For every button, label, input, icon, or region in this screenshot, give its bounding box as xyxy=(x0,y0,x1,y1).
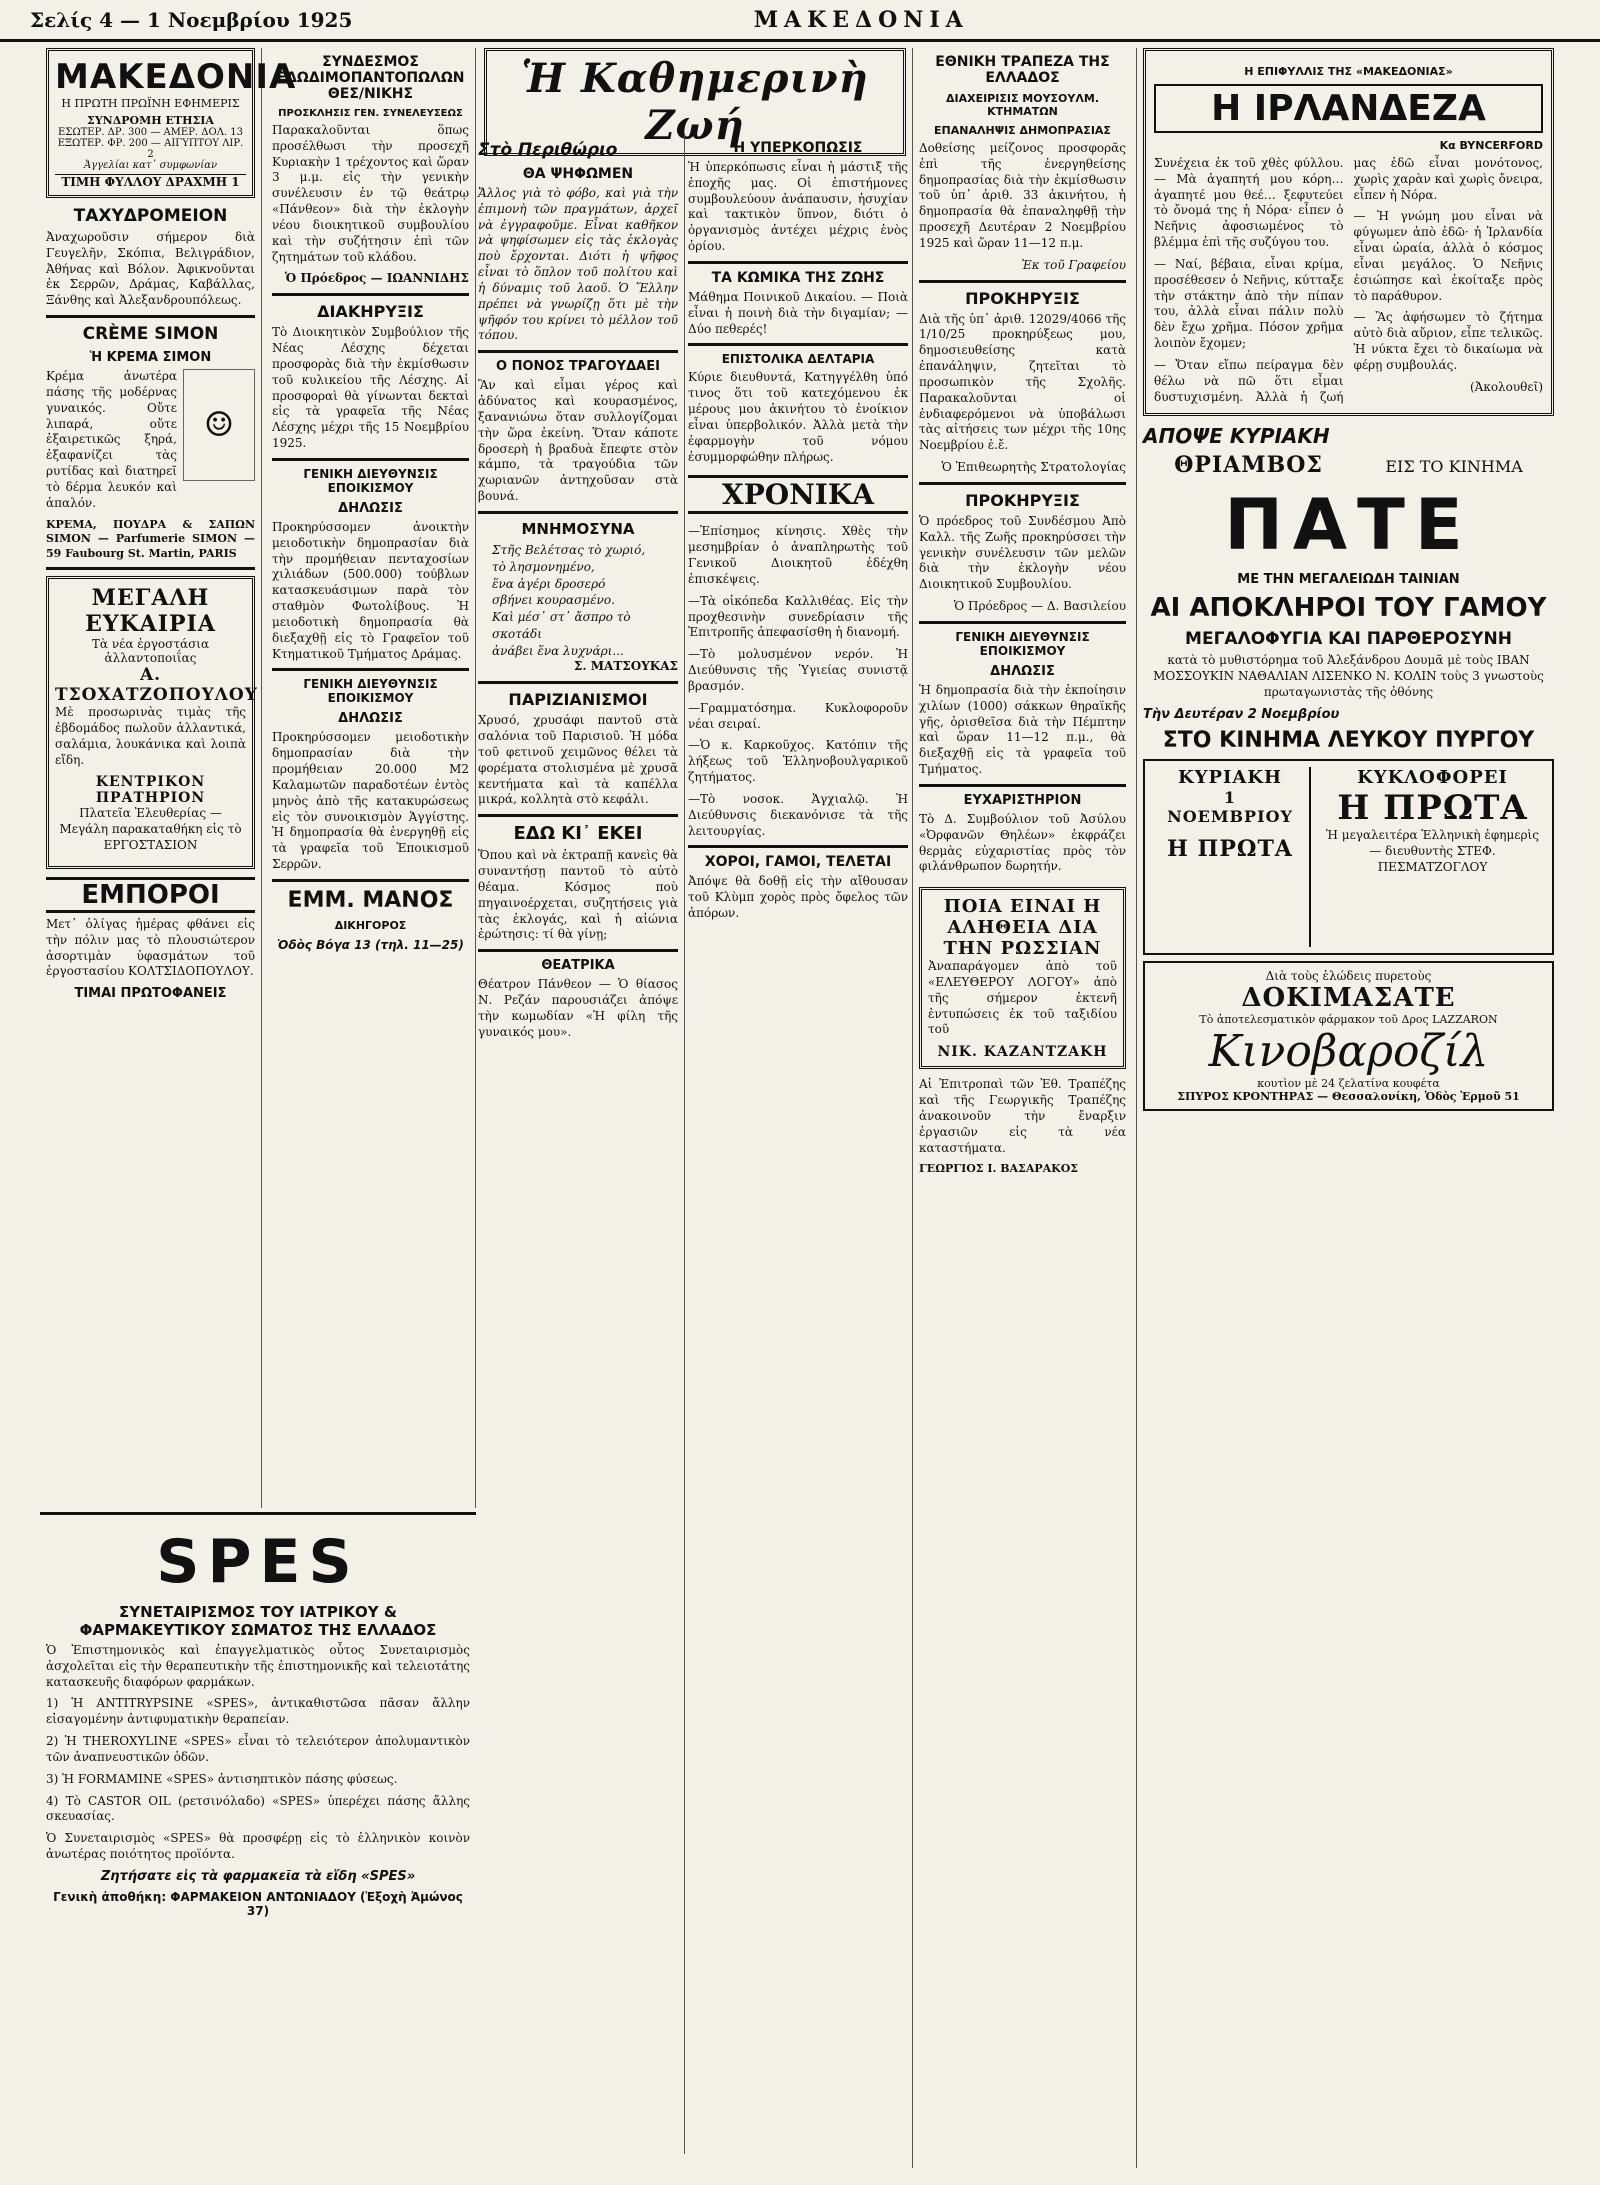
kino-name: Κινοβαροζίλ xyxy=(1208,1025,1489,1077)
poem-line: ἕνα ἀγέρι δροσερό xyxy=(492,576,606,591)
prota-ad xyxy=(1143,759,1554,955)
poem-line: σβήνει κουρασμένο. xyxy=(492,593,615,608)
cinema-name: ΠΑΤΕ xyxy=(1224,484,1473,567)
chronika-item: —Τὰ οἰκόπεδα Καλλιθέας. Εἰς τὴν προχθεσινὴν συνεδρίασιν τῆς Ἐπιτροπῆς ἀπεφασίσθη ἡ διανομή. xyxy=(688,593,908,640)
cinema-film: ΑΙ ΑΠΟΚΛΗΡΟΙ ΤΟΥ ΓΑΜΟΥ xyxy=(1150,593,1547,624)
prota-num: 1 xyxy=(1223,787,1237,807)
prok2-signature: Ὁ Πρόεδρος — Δ. Βασιλείου xyxy=(953,599,1126,614)
stores-text: Πλατεῖα Ἐλευθερίας — Μεγάλη παρακαταθήκη εἰς τὸ ΕΡΓΟΣΤΑΣΙΟΝ xyxy=(59,806,242,853)
creme-text: Κρέμα ἀνωτέρα πάσης τῆς μοδέρνας γυναικός. Οὔτε λιπαρά, οὔτε ἐξαιρετικῶς ξηρά, ἐξαφανίζει τὰς ρυτίδας καὶ διατηρεῖ τὸ δέρμα λευκόν καὶ ἁπαλόν. xyxy=(46,369,177,510)
merchants-title: ΕΜΠΟΡΟΙ xyxy=(46,877,255,913)
edo-text: Ὅπου καὶ νὰ ἐκτραπῇ κανεὶς θὰ συναντήσῃ παντοῦ τὸ αὐτὸ θέαμα. Κόσμος ποὺ πηγαινοέρχεται, συζητήσεις γιὰ τὰς ἐκλογάς, καὶ ἡ αἰώνια ἐρώτησις: τί θὰ γίνῃ; xyxy=(478,848,678,942)
spes-text-4: 3) Ἡ FORMAMINE «SPES» ἀντισηπτικὸν πάσης φύσεως. xyxy=(46,1771,398,1786)
cinema-date: Τὴν Δευτέραν 2 Νοεμβρίου xyxy=(1143,706,1340,722)
yperkoposis-text: Ἡ ὑπερκόπωσις εἶναι ἡ μάστιξ τῆς ἐποχῆς μας. Οἱ ἐπιστήμονες συμβουλεύουν ἀνάπαυσιν, ἡσυχίαν καὶ τακτικὸν ὕπνον, διότι ὁ ὀργανισμὸς ἀντέχει μέχρις ἑνὸς ὁρίου. xyxy=(688,160,908,254)
page-header xyxy=(0,0,1600,42)
thanks-title: ΕΥΧΑΡΙΣΤΗΡΙΟΝ xyxy=(963,792,1082,808)
creme-title: CRÈME SIMON xyxy=(82,324,219,345)
gen2-subtitle: ΔΗΛΩΣΙΣ xyxy=(338,711,403,727)
gamoi-title: ΧΟΡΟΙ, ΓΑΜΟΙ, ΤΕΛΕΤΑΙ xyxy=(704,854,892,871)
diak-text: Τὸ Διοικητικὸν Συμβούλιον τῆς Νέας Λέσχης δέχεται προσφορὰς διὰ τὴν ἐκμίσθωσιν τοῦ κυλικείου τῆς Λέσχης. Αἱ προσφοραὶ θὰ γίνωνται δεκταὶ εἰς τὰ γραφεῖα τῆς Νέας Λέσχης μέχρι τῆς 15 Νοεμβρίου 1925. xyxy=(272,325,469,451)
spes-text-1: Ὁ Ἐπιστημονικὸς καὶ ἐπαγγελματικὸς οὗτος Συνεταιρισμὸς ἀσχολεῖται εἰς τὴν θεραπευτικὴν τῆς ἐπιστημονικῆς καὶ τελειοτάτης κατασκευῆς διαφόρων φαρμάκων. xyxy=(46,1643,470,1689)
poem xyxy=(478,542,678,660)
spes-text-3: 2) Ἡ THEROXYLINE «SPES» εἶναι τὸ τελειότερον ἀπολυμαντικὸν τῶν ἀναπνευστικῶν ὁδῶν. xyxy=(46,1734,470,1764)
gen-text: Ἡ δημοπρασία διὰ τὴν ἐκποίησιν χιλίων (1000) σάκκων θηραϊκῆς γῆς, ὁρισθεῖσα διὰ τὴν Πέμπτην καὶ ὥραν 11—12 π.μ., θὰ διεξαχθῇ εἰς τὰ γραφεῖα τοῦ Τμήματος. xyxy=(919,682,1126,777)
merchants-footer: ΤΙΜΑΙ ΠΡΩΤΟΦΑΝΕΙΣ xyxy=(74,986,227,1002)
russia-ad xyxy=(919,887,1126,1069)
bank-signature: Ἐκ τοῦ Γραφείου xyxy=(1021,257,1126,272)
spes-text-6: Ὁ Συνεταιρισμὸς «SPES» θὰ προσφέρῃ εἰς τὸ ἑλληνικὸν κοινὸν ἀνωτέρας ποιότητος προϊόντα. xyxy=(46,1831,470,1862)
kino-subtitle: Τὸ ἀποτελεσματικὸν φάρμακον τοῦ Δρος LAZZARON xyxy=(1199,1012,1498,1026)
sale-name: Α. ΤΣΟΧΑΤΖΟΠΟΥΛΟΥ xyxy=(55,665,258,706)
edo-title: ΕΔΩ ΚΙ᾽ ΕΚΕΙ xyxy=(513,823,643,845)
serial-paragraph: — Ἡ γνώμη μου εἶναι νὰ φύγωμεν ἀπὸ ἐδῶ· ἡ Ἰρλανδία εἶναι ὡραία, ἀλλὰ ὁ κόσμος εἶναι μεγάλος. Ὁ Νεῆνις ἐσιώπησε καὶ ἐκοίταξε πρὸς τὸ παράθυρον. xyxy=(1353,209,1543,303)
prok1-text: Διὰ τῆς ὑπ᾽ ἀριθ. 12029/4066 τῆς 1/10/25 προκηρύξεως μου, δημοσιευθείσης κατὰ ἐπανάληψιν, ζητεῖται τὸ προσωπικὸν τῆς Σχολῆς. Παρακαλοῦνται οἱ ἐνδιαφερόμενοι νὰ ὑποβάλωσι τὰς αἰτήσεις των μέχρι τῆς 10ης Νοεμβρίου ἐ.ἔ. xyxy=(919,311,1126,453)
serial-paragraph: — Ὄταν εἴπω πείραγμα δὲν θέλω νὰ πῶ ὅτι εἶμαι δυστυχισμένη. Ἀλλὰ ἡ ζωή μας ἐδῶ εἶναι μονότονος, χωρὶς χαρὰν καὶ χωρὶς ὄνειρα, εἶπεν ἡ Νόρα. xyxy=(1154,156,1543,404)
union-text: Παρακαλοῦνται ὅπως προσέλθωσι τὴν προσεχῆ Κυριακὴν 1 τρέχοντος καὶ ὥραν 3 μ.μ. εἰς τὴν γενικὴν συνέλευσιν ἐν τῷ θεάτρῳ «Πάνθεον» διὰ τὴν ἐκλογὴν νέου διοικητικοῦ συμβουλίου καὶ τὴν συζήτησιν ἐπὶ τῶν ζητημάτων τοῦ κλάδου. xyxy=(272,123,469,264)
chronika-item: —Γραμματόσημα. Κυκλοφοροῦν νέαι σειραί. xyxy=(688,700,908,731)
gen2-title: ΓΕΝΙΚΗ ΔΙΕΥΘΥΝΣΙΣ ΕΠΟΙΚΙΣΜΟΥ xyxy=(303,677,438,706)
kino-try: ΔΟΚΙΜΑΣΑΤΕ xyxy=(1241,982,1456,1013)
manos-subtitle: ΔΙΚΗΓΟΡΟΣ xyxy=(334,918,407,932)
running-masthead: ΜΑΚΕΔΟΝΙΑ xyxy=(753,6,969,33)
masthead-title: ΜΑΚΕΔΟΝΙΑ xyxy=(55,57,297,97)
ads-note: Ἀγγελίαι κατ᾽ συμφωνίαν xyxy=(83,160,218,171)
gamoi-text: Ἀπόψε θὰ δοθῇ εἰς τὴν αἴθουσαν τοῦ Κλὺμπ χορὸς πρὸς ὄφελος τῶν ἀπόρων. xyxy=(688,874,908,920)
masthead-box xyxy=(46,48,297,198)
prota-day: ΚΥΡΙΑΚΗ xyxy=(1177,766,1283,788)
kino-ad xyxy=(1143,961,1554,1111)
chronika-title: ΧΡΟΝΙΚΑ xyxy=(688,475,908,514)
cinema-top: ΑΠΟΨΕ ΚΥΡΙΑΚΗ xyxy=(1143,424,1330,449)
gen1-title: ΓΕΝΙΚΗ ΔΙΕΥΘΥΝΣΙΣ ΕΠΟΙΚΙΣΜΟΥ xyxy=(303,466,438,495)
bank-subtitle-2: ΕΠΑΝΑΛΗΨΙΣ ΔΗΜΟΠΡΑΣΙΑΣ xyxy=(934,124,1111,137)
poem-line: Στῆς Βελέτσας τὸ χωριό, xyxy=(492,542,646,557)
cinema-ad xyxy=(1143,424,1554,752)
gen-subtitle: ΔΗΛΩΣΙΣ xyxy=(990,663,1055,679)
parizianismoi-title: ΠΑΡΙΖΙΑΝΙΣΜΟΙ xyxy=(508,690,648,710)
page-date: Σελίς 4 — 1 Νοεμβρίου 1925 xyxy=(30,7,353,32)
cinema-desc: ΜΕΓΑΛΟΦΥΓΙΑ ΚΑΙ ΠΑΡΘΕΡΟΣΥΝΗ xyxy=(1185,629,1512,650)
poem-line: τὸ λησμονημένο, xyxy=(492,559,595,574)
thanks-text: Τὸ Δ. Συμβούλιον τοῦ Ἀσύλου «Ὀρφανῶν Θηλέων» ἐκφράζει θερμὰς εὐχαριστίας πρὸς τὸν φιλάνθρωπον δωρητήν. xyxy=(919,811,1126,874)
sale-text: Μὲ προσωρινὰς τιμὰς τῆς ἐβδομάδος πωλοῦν ἀλλαντικά, σαλάμια, λουκάνικα καὶ λοιπὰ εἴδη. xyxy=(55,705,246,767)
prota-name: Η ΠΡΩΤΑ xyxy=(1337,787,1528,828)
prok2-text: Ὁ πρόεδρος τοῦ Συνδέσμου Ἀπὸ Καλλ. τῆς Ζωῆς προκηρύσσει τὴν γενικὴν συνέλευσιν τῶν μελῶν διὰ τὴν ἐκλογὴν νέου Διοικητικοῦ Συμβουλίου. xyxy=(919,513,1126,592)
spes-footer: Ζητήσατε εἰς τὰ φαρμακεῖα τὰ εἴδη «SPES» xyxy=(100,1868,416,1884)
subscription-title: ΣΥΝΔΡΟΜΗ ΕΤΗΣΙΑ xyxy=(87,114,214,127)
sale-ad xyxy=(46,576,258,869)
column-1 xyxy=(40,48,297,1508)
yperkoposis-title: Η ΥΠΕΡΚΟΠΩΣΙΣ xyxy=(733,140,863,156)
poem-line: ἀνάβει ἕνα λυχνάρι... xyxy=(492,643,624,658)
column-4 xyxy=(912,48,1132,2168)
sale-title: ΜΕΓΑΛΗ ΕΥΚΑΙΡΙΑ xyxy=(85,585,216,638)
ponos-text: Ἂν καὶ εἶμαι γέρος καὶ ἀδύνατος καὶ κουρασμένος, ξανανιώνω ὅταν συλλογίζομαι τὴν ὥρα ἐκείνη. Ὅταν κάποτε δροσερὴ ἡ βραδυὰ ἔπεφτε στὸν κάμπο, τὰ τραγούδια τῶν χωριανῶν ἀντηχοῦσαν στὰ βουνά. xyxy=(478,378,678,504)
creme-ad xyxy=(46,369,255,517)
kino-footer: κουτὶον μὲ 24 ζελατίνα κουφέτα xyxy=(1257,1076,1440,1090)
peripato-title: Στὸ Περιθώριο xyxy=(478,140,618,160)
column-3a xyxy=(478,134,685,2154)
prota-desc: Ἡ μεγαλειτέρα Ἑλληνικὴ ἐφημερὶς — διευθυντὴς ΣΤΕΦ. ΠΕΣΜΑΤΖΟΓΛΟΥ xyxy=(1326,827,1539,874)
masthead-subtitle: Η ΠΡΩΤΗ ΠΡΩΪΝΗ ΕΦΗΜΕΡΙΣ xyxy=(61,97,240,110)
serial-paragraph: Συνέχεια ἐκ τοῦ χθὲς φύλλου. — Μὰ ἀγαπητή μου κόρη… ἀγαπητέ μου θεέ… ξεφυτεύει τὸ ὄνομά της ἡ Νόρα· εἶπεν ὁ Νεῆνις ἀφοσιωμένος τὸ βλέμμα ἐπὶ τῆς συζύγου του. xyxy=(1154,156,1344,250)
cinema-cast: κατὰ τὸ μυθιστόρημα τοῦ Ἀλεξάνδρου Δουμᾶ μὲ τοὺς ΙΒΑΝ ΜΟΣΣΟΥΚΙΝ ΝΑΘΑΛΙΑΝ ΛΙΣΕΝΚΟ Ν. ΚΟΛΙΝ τοὺς 3 γνωστοὺς πρωταγωνιστὰς τῆς ὀθόνης xyxy=(1153,653,1544,700)
union-signature: Ὁ Πρόεδρος — ΙΩΑΝΝΙΔΗΣ xyxy=(285,271,469,286)
column-2 xyxy=(266,48,476,1508)
letter-text: Κύριε διευθυντά, Κατηγγέλθη ὑπό τινος ὅτι τοῦ κατεχόμενου ἐκ μέρους μου ἀκινήτου τὸ ἐνοίκιον εἶναι ὑπερβολικόν. Ἀλλὰ μετὰ τὴν ἐφαρμογὴν τοῦ νόμου ἐσυμμορφώθην πλήρως. xyxy=(688,370,908,464)
peripato-text: Ἄλλος γιὰ τὸ φόβο, καὶ γιὰ τὴν ἐπιμονὴ τῶν πραγμάτων, ἀρχεῖ νὰ ἐγγραφοῦμε. Εἶναι καθῆκον νὰ ψηφίσωμεν εἰς τὰς ἐκλογὰς ποὺ ἔρχονται. Διότι ἡ ψῆφος εἶναι τὸ ὅπλον τοῦ πολίτου καὶ ἡ δύναμις τοῦ λαοῦ. Ὁ Ἕλλην πρέπει νὰ γνωρίζῃ ὅτι μὲ τὴν ψῆφόν του κρίνει τὸ μέλλον τοῦ τόπου. xyxy=(478,186,678,343)
serial-author: Κα BYNCERFORD xyxy=(1439,139,1543,152)
prok1-title: ΠΡΟΚΗΡΥΞΙΣ xyxy=(965,288,1080,308)
ponos-title: Ο ΠΟΝΟΣ ΤΡΑΓΟΥΔΑΕΙ xyxy=(496,359,660,375)
column-3b xyxy=(688,134,908,928)
serial-title: Η ΙΡΛΑΝΔΕΖΑ xyxy=(1154,84,1543,133)
serial-header: Η ΕΠΙΦΥΛΛΙΣ ΤΗΣ «ΜΑΚΕΔΟΝΙΑΣ» xyxy=(1244,65,1453,78)
creme-subtitle: Ἡ ΚΡΕΜΑ ΣΙΜΟΝ xyxy=(89,350,212,366)
creme-sellers: ΚΡΕΜΑ, ΠΟΥΔΡΑ & ΣΑΠΩΝ SIMON — Parfumerie SIMON — 59 Faubourg St. Martin, PARIS xyxy=(46,517,255,560)
poem-line: Καὶ μέσ᾽ στ᾽ ἄσπρο τὸ σκοτάδι xyxy=(492,610,631,641)
cinema-with: ΜΕ ΤΗΝ ΜΕΓΑΛΕΙΩΔΗ ΤΑΙΝΙΑΝ xyxy=(1237,572,1460,588)
gen1-text: Προκηρύσσομεν ἀνοικτὴν μειοδοτικὴν δημοπρασίαν διὰ τὴν προμήθειαν πενταχοσίων χιλιάδων (500.000) τούβλων κατασκευάσιμων παρὰ τὸν σταθμὸν Φωτολίβους. Ἡ μειοδοτικὴ δημοπρασία θὰ διεξαχθῇ εἰς τὸ Γραφεῖον τοῦ Κτηματικοῦ Τμήματος Δράμας. xyxy=(272,519,469,661)
spes-text-2: 1) Ἡ ANTITRYPSINE «SPES», ἀντικαθιστῶσα πᾶσαν ἄλλην εἰσαγομένην ἀντιφυματικὴν θεραπείαν. xyxy=(46,1696,470,1727)
cinema-second: ΣΤΟ ΚΙΝΗΜΑ ΛΕΥΚΟΥ ΠΥΡΓΟΥ xyxy=(1162,727,1535,753)
chronika-item: —Ἐπίσημος κίνησις. Χθὲς τὴν μεσημβρίαν ὁ ἀναπληρωτὴς τοῦ Γενικοῦ Διοικητοῦ ἐδέχθη ἐπισκέψεις. xyxy=(688,524,908,586)
merchants-text: Μετ᾽ ὀλίγας ἡμέρας φθάνει εἰς τὴν πόλιν μας τὸ πλουσιώτερον ἀσορτιμὰν ὑφασμάτων τοῦ ἐργοστασίου ΚΟΛΤΣΙΔΟΠΟΥΛΟΥ. xyxy=(46,916,255,979)
footer-name: ΓΕΩΡΓΙΟΣ Ι. ΒΑΣΑΡΑΚΟΣ xyxy=(919,1162,1079,1176)
column-3 xyxy=(478,48,912,2168)
prota-circulates: ΚΥΚΛΟΦΟΡΕΙ xyxy=(1357,766,1508,788)
diak-title: ΔΙΑΚΗΡΥΞΙΣ xyxy=(317,302,424,322)
prok1-signature: Ὁ Ἐπιθεωρητὴς Στρατολογίας xyxy=(941,460,1126,475)
subscription-line-2: ΕΞΩΤΕΡ. ΦΡ. 200 — ΑΙΓΥΠΤΟΥ ΛΙΡ. 2 xyxy=(57,138,244,160)
subscription-line-1: ΕΣΩΤΕΡ. ΔΡ. 300 — ΑΜΕΡ. ΔΟΛ. 13 xyxy=(57,127,244,138)
serial-continued: (Ἀκολουθεῖ) xyxy=(1469,379,1543,394)
bank-subtitle: ΔΙΑΧΕΙΡΙΣΙΣ ΜΟΥΣΟΥΛΜ. ΚΤΗΜΑΤΩΝ xyxy=(945,92,1100,118)
parizianismoi-text: Χρυσό, χρυσάφι παντοῦ στὰ σαλόνια τοῦ Παρισιοῦ. Ἡ μόδα τοῦ φετινοῦ χειμῶνος θέλει τὰ φορέματα στολισμένα μὲ χρυσᾶ κεντήματα καὶ τὰ καπέλλα μικρά, κολλητὰ στὸ κεφάλι. xyxy=(478,713,678,807)
gen-title: ΓΕΝΙΚΗ ΔΙΕΥΘΥΝΣΙΣ ΕΠΟΙΚΙΣΜΟΥ xyxy=(955,629,1090,658)
russia-text: Ἀναπαράγομεν ἀπὸ τοῦ «ΕΛΕΥΘΕΡΟΥ ΛΟΓΟΥ» ἀπὸ τῆς σήμερον ἐκτενῆ ἐντυπώσεις ἐκ τοῦ ταξιδίου τοῦ xyxy=(928,959,1117,1037)
offices-text: Αἱ Ἐπιτροπαὶ τῶν Ἐθ. Τραπέζης καὶ τῆς Γεωργικῆς Τραπέζης ἀνακοινοῦν τὴν ἔναρξιν ἐργασιῶν εἰς τὰ νέα καταστήματα. xyxy=(919,1077,1126,1155)
serial-paragraph: — Ἂς ἀφήσωμεν τὸ ζήτημα αὐτὸ διὰ αὔριον, εἶπε τελικῶς. Ἡ νύκτα ἔχει τὸ δικαίωμα νὰ φέρῃ συμβουλάς. xyxy=(1353,310,1543,372)
prota-name-left: Η ΠΡΩΤΑ xyxy=(1167,835,1293,862)
theatrika-title: ΘΕΑΤΡΙΚΑ xyxy=(541,958,615,974)
union-title: ΣΥΝΔΕΣΜΟΣ ΕΔΩΔΙΜΟΠΑΝΤΟΠΩΛΩΝ ΘΕΣ/ΝΙΚΗΣ xyxy=(276,54,465,102)
peripato-subtitle: ΘΑ ΨΗΦΩΜΕΝ xyxy=(522,166,634,182)
spes-text-5: 4) Τὸ CASTOR OIL (ρετσινόλαδο) «SPES» ὑπερέχει πάσης ἄλλης σκευασίας. xyxy=(46,1793,470,1824)
column-5 xyxy=(1136,48,1560,2168)
spes-ad xyxy=(40,1512,476,2172)
union-subtitle: ΠΡΟΣΚΛΗΣΙΣ ΓΕΝ. ΣΥΝΕΛΕΥΣΕΩΣ xyxy=(278,108,463,119)
komika-title: ΤΑ ΚΩΜΙΚΑ ΤΗΣ ΖΩΗΣ xyxy=(711,269,885,286)
daily-life-title: Ἡ Καθημερινὴ Ζωή xyxy=(521,55,869,149)
spes-agent: Γενικὴ ἀποθήκη: ΦΑΡΜΑΚΕΙΟΝ ΑΝΤΩΝΙΑΔΟΥ (Ἐξοχὴ Ἀμώνος 37) xyxy=(53,1889,463,1918)
kino-intro: Διὰ τοὺς ἑλώδεις πυρετοὺς xyxy=(1265,968,1432,983)
chronika-item: —Τὸ μολυσμένον νερόν. Ἡ Διεύθυνσις τῆς Ὑγιείας συνιστᾷ βρασμόν. xyxy=(688,647,908,693)
chronika-item: —Τὸ νοσοκ. Ἁγχιαλῷ. Ἡ Διεύθυνσις διεκανόνισε τὰ τῆς λειτουργίας. xyxy=(688,791,908,838)
cinema-place: ΕΙΣ ΤΟ ΚΙΝΗΜΑ xyxy=(1385,457,1523,477)
manos-title: ΕΜΜ. ΜΑΝΟΣ xyxy=(287,887,454,913)
kino-agent: ΣΠΥΡΟΣ ΚΡΟΝΤΗΡΑΣ — Θεσσαλονίκη, Ὁδὸς Ἑρμοῦ 51 xyxy=(1177,1089,1520,1103)
poem-signature: Σ. ΜΑΤΣΟΥΚΑΣ xyxy=(573,659,678,674)
cinema-triumph: ΘΡΙΑΜΒΟΣ xyxy=(1174,452,1323,479)
post-title: ΤΑΧΥΔΡΟΜΕΙΟΝ xyxy=(73,206,228,226)
serial-body xyxy=(1154,156,1543,405)
serial-box xyxy=(1143,48,1554,416)
chronika-item: —Ὁ κ. Καρκοῦχος. Κατόπιν τῆς λήξεως τοῦ Ἑλληνοβουλγαρικοῦ ζητήματος. xyxy=(688,738,908,785)
manos-address: Ὁδὸς Βόγα 13 (τηλ. 11—25) xyxy=(277,937,464,952)
letter-title: ΕΠΙΣΤΟΛΙΚΑ ΔΕΛΤΑΡΙΑ xyxy=(721,352,875,367)
theatrika-text: Θέατρον Πάνθεον — Ὁ θίασος Ν. Ρεζάν παρουσιάζει ἀπόψε τὴν κωμωδίαν «Ἡ φίλη τῆς γυναικός μου». xyxy=(478,977,678,1039)
sale-subtitle: Τὰ νέα ἐργοστάσια ἀλλαντοποιΐας xyxy=(91,637,210,666)
gen1-subtitle: ΔΗΛΩΣΙΣ xyxy=(338,500,403,516)
gen2-text: Προκηρύσσομεν μειοδοτικὴν δημοπρασίαν διὰ τὴν προμήθειαν 20.000 Μ2 Καλαμωτῶν παραδοτέων ἐντὸς μηνὸς ἀπὸ τῆς κατακυρώσεως εἰς τὸν συνοικισμὸν Ἁγγίστης. Ἡ δημοπρασία θὰ ἐνεργηθῇ εἰς τὰ γραφεῖα τοῦ Ἐποικισμοῦ Σερρῶν. xyxy=(272,730,469,871)
poem-title: ΜΝΗΜΟΣΥΝΑ xyxy=(521,519,635,538)
woman-mirror-illustration-icon: ☺ xyxy=(183,369,255,481)
spes-subtitle: ΣΥΝΕΤΑΙΡΙΣΜΟΣ ΤΟΥ ΙΑΤΡΙΚΟΥ & ΦΑΡΜΑΚΕΥΤΙΚΟΥ ΣΩΜΑΤΟΣ ΤΗΣ ΕΛΛΑΔΟΣ xyxy=(79,1603,437,1639)
bank-text: Δοθείσης μείζονος προσφορᾶς ἐπὶ τῆς ἐνεργηθείσης δημοπρασίας διὰ τὴν ἐκμίσθωσιν τοῦ ὑπ᾽ ἀριθ. 33 ἀκινήτου, ἡ δημοπρασία θὰ ἐπαναληφθῇ τὴν προσεχῆ Δευτέραν 2 Νοεμβρίου 1925 καὶ ὥραν 11—12 π.μ. xyxy=(919,141,1126,250)
prota-month: ΝΟΕΜΒΡΙΟΥ xyxy=(1167,806,1293,826)
russia-title: ΠΟΙΑ ΕΙΝΑΙ Η ΑΛΗΘΕΙΑ ΔΙΑ ΤΗΝ ΡΩΣΣΙΑΝ xyxy=(943,896,1102,960)
spes-title: SPES xyxy=(156,1527,360,1597)
serial-paragraph: — Ναί, βέβαια, εἶναι κρίμα, προσέθεσεν ὁ Νεῆνις, κύτταξε τὴν στάκτην ἀπὸ τὴν πίπαν του, ἀλλὰ εἶναι πάλιν πολὺ δὲν ἔχω χρῆμα. Πόσον χρῆμα λοιπὸν ἔχομεν; xyxy=(1154,256,1344,351)
prok2-title: ΠΡΟΚΗΡΥΞΙΣ xyxy=(965,490,1080,510)
bank-title: ΕΘΝΙΚΗ ΤΡΑΠΕΖΑ ΤΗΣ ΕΛΛΑΔΟΣ xyxy=(935,54,1110,86)
komika-text: Μάθημα Ποινικοῦ Δικαίου. — Ποιὰ εἶναι ἡ ποινὴ διὰ τὴν διγαμίαν; — Δύο πεθερές! xyxy=(688,289,908,336)
post-text: Ἀναχωροῦσιν σήμερον διὰ Γευγελῆν, Σκόπια, Βελιγράδιον, Ἀθήνας καὶ Βόλον. Ἀφικνοῦνται ἐκ Σερρῶν, Δράμας, Καβάλλας, Ξάνθης καὶ Ἀλεξανδρουπόλεως. xyxy=(46,230,255,308)
stores-title: ΚΕΝΤΡΙΚΟΝ ΠΡΑΤΗΡΙΟΝ xyxy=(95,774,206,807)
russia-author: ΝΙΚ. ΚΑΖΑΝΤΖΑΚΗ xyxy=(937,1044,1108,1061)
issue-price: ΤΙΜΗ ΦΥΛΛΟΥ ΔΡΑΧΜΗ 1 xyxy=(55,174,246,189)
